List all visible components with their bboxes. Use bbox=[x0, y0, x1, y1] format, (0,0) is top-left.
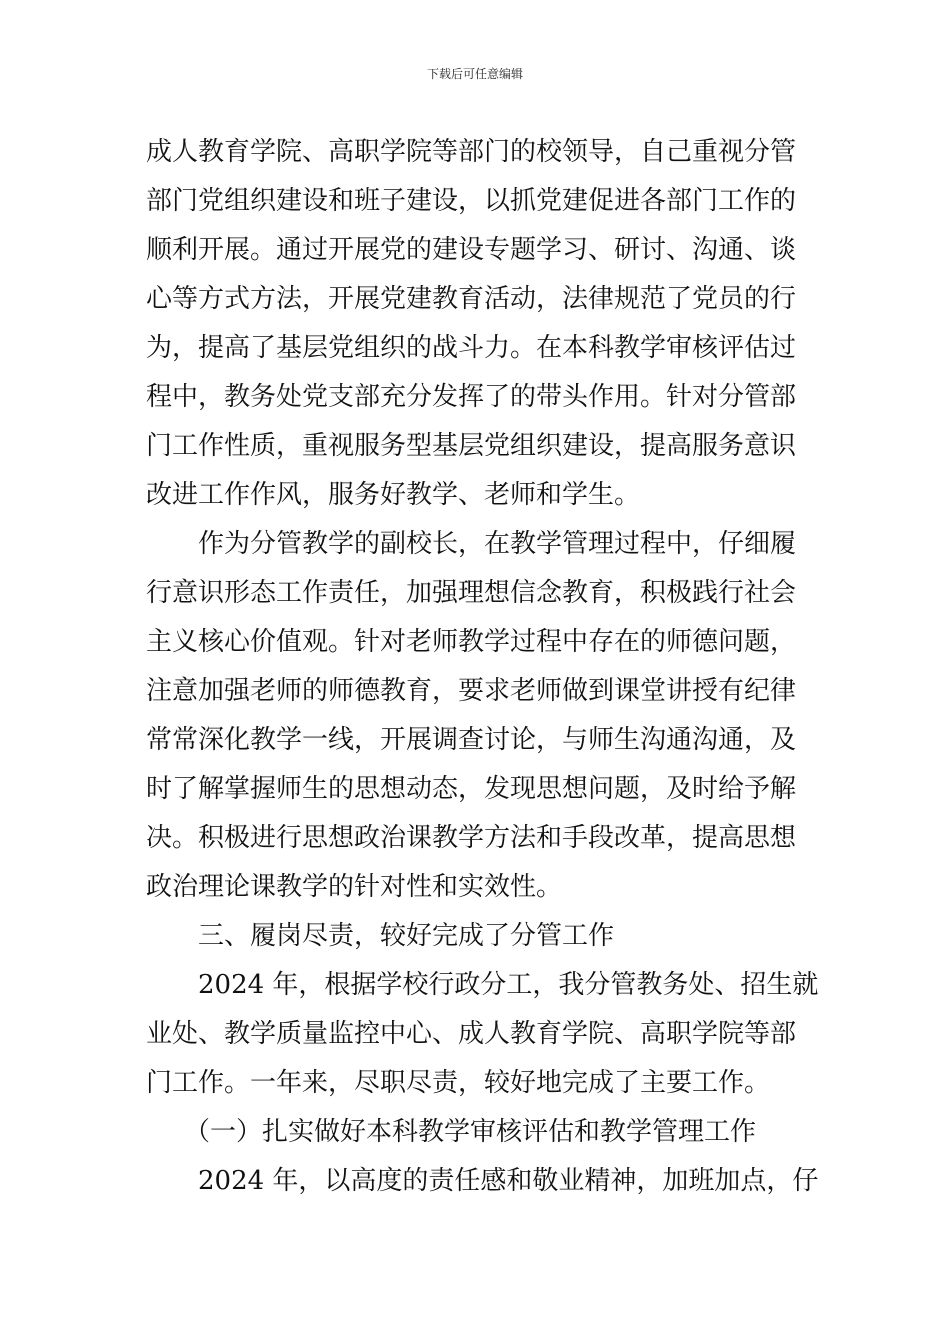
text-line: 心等方式方法，开展党建教育活动，法律规范了党员的行 bbox=[146, 284, 797, 314]
text-line: 程中，教务处党支部充分发挥了的带头作用。针对分管部 bbox=[146, 382, 797, 412]
text-line: 主义核心价值观。针对老师教学过程中存在的师德问题， bbox=[146, 627, 797, 657]
text-line: 部门党组织建设和班子建设，以抓党建促进各部门工作的 bbox=[146, 186, 797, 216]
paragraph-start-line: 2024 年，根据学校行政分工，我分管教务处、招生就 bbox=[198, 970, 819, 1000]
text-line: 成人教育学院、高职学院等部门的校领导，自己重视分管 bbox=[146, 137, 797, 167]
text-line: 常常深化教学一线，开展调查讨论，与师生沟通沟通，及 bbox=[146, 725, 797, 755]
text-line: 为，提高了基层党组织的战斗力。在本科教学审核评估过 bbox=[146, 333, 797, 363]
text-line: 行意识形态工作责任，加强理想信念教育，积极践行社会 bbox=[146, 578, 797, 608]
page-header-note: 下载后可任意编辑 bbox=[426, 67, 523, 81]
text-line: 门工作。一年来，尽职尽责，较好地完成了主要工作。 bbox=[146, 1068, 771, 1098]
text-line: 业处、教学质量监控中心、成人教育学院、高职学院等部 bbox=[146, 1019, 797, 1049]
text-line: 政治理论课教学的针对性和实效性。 bbox=[146, 872, 563, 902]
paragraph-start-line: 2024 年，以高度的责任感和敬业精神，加班加点，仔 bbox=[198, 1166, 819, 1196]
document-body bbox=[146, 128, 819, 1206]
text-line: 时了解掌握师生的思想动态，发现思想问题，及时给予解 bbox=[146, 774, 797, 804]
text-line: 门工作性质，重视服务型基层党组织建设，提高服务意识 bbox=[146, 431, 797, 461]
subsection-heading: （一）扎实做好本科教学审核评估和教学管理工作 bbox=[184, 1117, 757, 1147]
text-line: 改进工作作风，服务好教学、老师和学生。 bbox=[146, 480, 641, 510]
text-line: 决。积极进行思想政治课教学方法和手段改革，提高思想 bbox=[146, 823, 797, 853]
text-line: 注意加强老师的师德教育，要求老师做到课堂讲授有纪律 bbox=[146, 676, 797, 706]
section-heading: 三、履岗尽责，较好完成了分管工作 bbox=[198, 921, 615, 951]
text-line: 顺利开展。通过开展党的建设专题学习、研讨、沟通、谈 bbox=[146, 235, 797, 265]
paragraph-start-line: 作为分管教学的副校长，在教学管理过程中，仔细履 bbox=[198, 529, 797, 559]
